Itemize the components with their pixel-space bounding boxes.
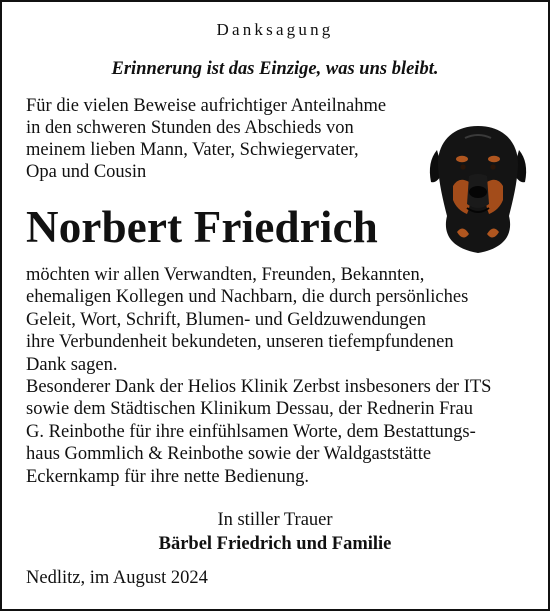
rottweiler-dog-portrait-icon [423, 120, 533, 255]
intro-paragraph [26, 95, 426, 183]
thanks-line: möchten wir allen Verwandten, Freunden, Bekannten, [26, 265, 425, 285]
intro-line: Opa und Cousin [26, 162, 147, 182]
thanks-line: ihre Verbundenheit bekundeten, unseren tiefempfundenen [26, 332, 454, 353]
thanks-line: G. Reinbothe für ihre einfühlsamen Worte, dem Bestattungs- [26, 421, 476, 442]
thanks-paragraph [26, 264, 536, 488]
thanks-line: Besonderer Dank der Helios Klinik Zerbst insbesoners der ITS [26, 377, 492, 398]
thanks-line: haus Gommlich & Reinbothe sowie der Waldgaststätte [26, 444, 432, 465]
intro-line: meinem lieben Mann, Vater, Schwiegervater, [26, 140, 359, 160]
notice-motto: Erinnerung ist das Einzige, was uns bleibt. [111, 59, 439, 79]
closing-phrase: In stiller Trauer [217, 510, 333, 530]
closing-block [2, 508, 548, 556]
thanks-line: Dank sagen. [26, 354, 118, 375]
notice-heading: Danksagung [216, 20, 334, 39]
signers: Bärbel Friedrich und Familie [158, 534, 392, 554]
intro-line: in den schweren Stunden des Abschieds von [26, 118, 354, 138]
intro-line: Für die vielen Beweise aufrichtiger Anteilnahme [26, 96, 387, 116]
thanks-line: Eckernkamp für ihre nette Bedienung. [26, 466, 310, 487]
thanks-line: ehemaligen Kollegen und Nachbarn, die durch persönliches [26, 287, 469, 308]
place-date: Nedlitz, im August 2024 [26, 568, 208, 588]
thanks-line: sowie dem Städtischen Klinikum Dessau, der Rednerin Frau [26, 399, 473, 420]
deceased-name: Norbert Friedrich [26, 202, 379, 252]
thanks-line: Geleit, Wort, Schrift, Blumen- und Geldzuwendungen [26, 309, 426, 330]
